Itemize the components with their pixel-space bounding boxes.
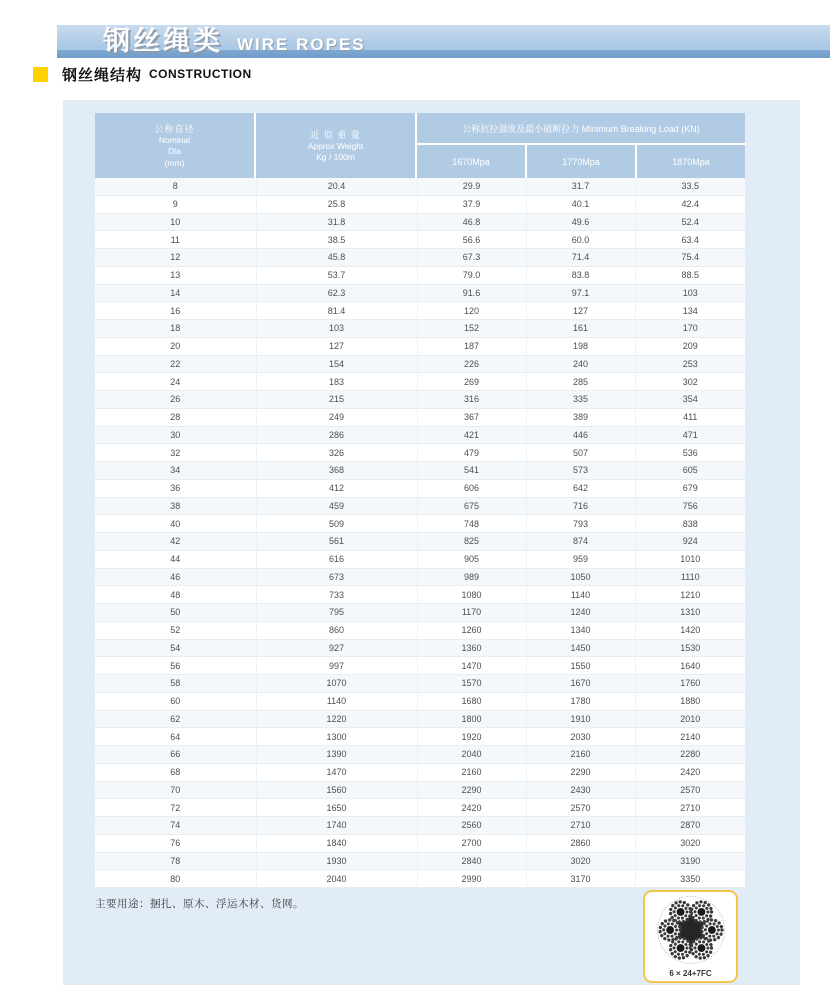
table-cell: 1780 [526,692,635,710]
table-cell: 1740 [256,817,417,835]
table-cell: 187 [417,337,526,355]
table-cell: 215 [256,391,417,409]
table-row [95,834,745,852]
table-cell: 616 [256,550,417,568]
table-cell: 33.5 [635,178,745,195]
table-cell: 36 [95,479,256,497]
table-cell: 1140 [526,586,635,604]
table-cell: 1220 [256,710,417,728]
table-row [95,728,745,746]
table-row [95,408,745,426]
table-cell: 63.4 [635,231,745,249]
table-cell: 72 [95,799,256,817]
table-cell: 12 [95,249,256,267]
table-row [95,692,745,710]
table-cell: 42.4 [635,195,745,213]
table-cell: 1840 [256,834,417,852]
table-cell: 54 [95,639,256,657]
table-cell: 170 [635,320,745,338]
table-cell: 1800 [417,710,526,728]
table-cell: 42 [95,533,256,551]
table-cell: 679 [635,479,745,497]
table-cell: 2710 [526,817,635,835]
table-cell: 8 [95,178,256,195]
header-weight-en1: Approx Weight [307,140,364,151]
table-cell: 91.6 [417,284,526,302]
table-cell: 30 [95,426,256,444]
table-cell: 79.0 [417,266,526,284]
header-diameter-en3: (mm) [164,157,185,168]
table-cell: 959 [526,550,635,568]
section-title-en: CONSTRUCTION [149,67,252,81]
table-cell: 3020 [526,852,635,870]
table-cell: 997 [256,657,417,675]
table-cell: 756 [635,497,745,515]
table-row [95,266,745,284]
table-cell: 13 [95,266,256,284]
spec-table [95,178,745,888]
table-cell: 38 [95,497,256,515]
table-cell: 2140 [635,728,745,746]
table-cell: 226 [417,355,526,373]
table-row [95,710,745,728]
table-cell: 368 [256,462,417,480]
table-cell: 58 [95,675,256,693]
table-cell: 673 [256,568,417,586]
header-grade-1870: 1870Mpa [637,145,745,178]
table-cell: 161 [526,320,635,338]
table-cell: 748 [417,515,526,533]
table-cell: 3170 [526,870,635,888]
table-cell: 26 [95,391,256,409]
table-cell: 825 [417,533,526,551]
table-cell: 927 [256,639,417,657]
table-cell: 1210 [635,586,745,604]
header-min-breaking-load: 公称抗拉强度及最小破断拉力 Minimum Breaking Load (KN) [417,113,745,143]
table-cell: 1110 [635,568,745,586]
table-cell: 52 [95,621,256,639]
table-cell: 34 [95,462,256,480]
table-cell: 127 [526,302,635,320]
table-cell: 80 [95,870,256,888]
table-cell: 2860 [526,834,635,852]
table-cell: 1470 [417,657,526,675]
table-cell: 367 [417,408,526,426]
table-cell: 40.1 [526,195,635,213]
table-cell: 60 [95,692,256,710]
table-cell: 509 [256,515,417,533]
spec-table-body [95,178,745,888]
header-grade-1770: 1770Mpa [527,145,635,178]
table-row [95,462,745,480]
table-cell: 3020 [635,834,745,852]
table-row [95,763,745,781]
table-cell: 78 [95,852,256,870]
table-row [95,284,745,302]
table-cell: 56 [95,657,256,675]
table-cell: 2710 [635,799,745,817]
table-cell: 316 [417,391,526,409]
table-row [95,852,745,870]
table-cell: 22 [95,355,256,373]
table-cell: 83.8 [526,266,635,284]
table-cell: 3190 [635,852,745,870]
table-cell: 48 [95,586,256,604]
table-cell: 1240 [526,604,635,622]
table-cell: 240 [526,355,635,373]
table-row [95,639,745,657]
table-cell: 1080 [417,586,526,604]
table-cell: 1670 [526,675,635,693]
table-cell: 1390 [256,746,417,764]
table-row [95,746,745,764]
table-row [95,586,745,604]
table-row [95,550,745,568]
table-cell: 154 [256,355,417,373]
page-banner [57,25,830,58]
table-cell: 2700 [417,834,526,852]
table-cell: 1420 [635,621,745,639]
table-row [95,604,745,622]
table-cell: 605 [635,462,745,480]
table-cell: 75.4 [635,249,745,267]
table-cell: 2280 [635,746,745,764]
table-row [95,444,745,462]
table-cell: 31.7 [526,178,635,195]
table-cell: 838 [635,515,745,533]
table-cell: 2840 [417,852,526,870]
table-cell: 573 [526,462,635,480]
spec-table-header [95,113,745,178]
table-cell: 924 [635,533,745,551]
table-cell: 2420 [417,799,526,817]
table-cell: 479 [417,444,526,462]
table-cell: 62 [95,710,256,728]
table-cell: 31.8 [256,213,417,231]
table-cell: 286 [256,426,417,444]
table-cell: 2870 [635,817,745,835]
table-cell: 18 [95,320,256,338]
table-cell: 1920 [417,728,526,746]
table-cell: 1360 [417,639,526,657]
table-cell: 860 [256,621,417,639]
table-cell: 56.6 [417,231,526,249]
table-cell: 152 [417,320,526,338]
table-cell: 9 [95,195,256,213]
table-cell: 507 [526,444,635,462]
header-diameter-zh: 公称直径 [154,123,195,134]
table-cell: 37.9 [417,195,526,213]
table-cell: 10 [95,213,256,231]
table-row [95,675,745,693]
table-cell: 326 [256,444,417,462]
table-row [95,391,745,409]
table-cell: 62.3 [256,284,417,302]
table-row [95,426,745,444]
table-cell: 67.3 [417,249,526,267]
table-cell: 1070 [256,675,417,693]
usage-note: 主要用途：捆扎、原木、浮运木材、货网。 [95,898,304,910]
table-cell: 561 [256,533,417,551]
table-cell: 2570 [526,799,635,817]
table-cell: 64 [95,728,256,746]
table-row [95,213,745,231]
table-cell: 1340 [526,621,635,639]
table-cell: 1880 [635,692,745,710]
table-cell: 28 [95,408,256,426]
table-cell: 2560 [417,817,526,835]
table-cell: 103 [256,320,417,338]
table-cell: 411 [635,408,745,426]
table-cell: 40 [95,515,256,533]
table-cell: 20.4 [256,178,417,195]
table-cell: 253 [635,355,745,373]
yellow-bullet-icon [33,67,48,82]
table-row [95,533,745,551]
table-cell: 1930 [256,852,417,870]
table-cell: 1300 [256,728,417,746]
table-cell: 81.4 [256,302,417,320]
table-cell: 793 [526,515,635,533]
table-cell: 249 [256,408,417,426]
table-cell: 354 [635,391,745,409]
table-cell: 53.7 [256,266,417,284]
table-cell: 389 [526,408,635,426]
table-cell: 1650 [256,799,417,817]
table-cell: 60.0 [526,231,635,249]
table-cell: 2990 [417,870,526,888]
rope-cross-section-icon [653,894,729,966]
header-weight-zh: 近 似 重 量 [310,129,361,140]
table-cell: 269 [417,373,526,391]
table-cell: 1570 [417,675,526,693]
table-cell: 1470 [256,763,417,781]
table-cell: 874 [526,533,635,551]
table-row [95,302,745,320]
table-cell: 675 [417,497,526,515]
table-cell: 2430 [526,781,635,799]
table-cell: 1910 [526,710,635,728]
table-cell: 1680 [417,692,526,710]
table-cell: 1140 [256,692,417,710]
table-cell: 2030 [526,728,635,746]
table-cell: 50 [95,604,256,622]
table-cell: 1760 [635,675,745,693]
table-cell: 68 [95,763,256,781]
table-cell: 302 [635,373,745,391]
table-cell: 88.5 [635,266,745,284]
table-cell: 1530 [635,639,745,657]
table-cell: 1560 [256,781,417,799]
table-cell: 66 [95,746,256,764]
table-cell: 2570 [635,781,745,799]
table-cell: 1260 [417,621,526,639]
table-cell: 49.6 [526,213,635,231]
table-row [95,781,745,799]
table-cell: 1050 [526,568,635,586]
table-cell: 127 [256,337,417,355]
table-row [95,817,745,835]
table-row [95,337,745,355]
header-nominal-diameter [95,113,254,178]
table-cell: 76 [95,834,256,852]
table-row [95,621,745,639]
table-cell: 2160 [417,763,526,781]
table-cell: 44 [95,550,256,568]
table-row [95,870,745,888]
table-row [95,515,745,533]
table-cell: 541 [417,462,526,480]
header-approx-weight [256,113,415,178]
section-title-zh: 钢丝绳结构 [62,66,143,84]
table-cell: 71.4 [526,249,635,267]
table-cell: 46.8 [417,213,526,231]
table-cell: 14 [95,284,256,302]
table-cell: 421 [417,426,526,444]
table-row [95,249,745,267]
table-cell: 716 [526,497,635,515]
section-heading [33,64,252,84]
table-cell: 74 [95,817,256,835]
header-weight-en2: Kg / 100m [316,152,355,162]
table-row [95,231,745,249]
table-cell: 52.4 [635,213,745,231]
table-cell: 2040 [256,870,417,888]
table-cell: 733 [256,586,417,604]
table-cell: 989 [417,568,526,586]
table-row [95,320,745,338]
table-cell: 1310 [635,604,745,622]
table-cell: 2010 [635,710,745,728]
header-grade-1670: 1670Mpa [417,145,525,178]
rope-construction-box [643,890,738,983]
table-cell: 70 [95,781,256,799]
table-cell: 46 [95,568,256,586]
table-cell: 3350 [635,870,745,888]
table-row [95,657,745,675]
table-cell: 1170 [417,604,526,622]
table-cell: 2160 [526,746,635,764]
table-cell: 29.9 [417,178,526,195]
table-cell: 11 [95,231,256,249]
table-row [95,373,745,391]
table-cell: 1550 [526,657,635,675]
table-cell: 198 [526,337,635,355]
table-cell: 285 [526,373,635,391]
table-cell: 120 [417,302,526,320]
table-row [95,355,745,373]
table-cell: 25.8 [256,195,417,213]
table-cell: 642 [526,479,635,497]
table-row [95,497,745,515]
table-cell: 2420 [635,763,745,781]
table-cell: 1450 [526,639,635,657]
table-row [95,178,745,195]
table-cell: 1010 [635,550,745,568]
table-cell: 2290 [526,763,635,781]
table-row [95,568,745,586]
table-cell: 2040 [417,746,526,764]
table-cell: 459 [256,497,417,515]
table-cell: 471 [635,426,745,444]
table-cell: 905 [417,550,526,568]
table-cell: 32 [95,444,256,462]
table-cell: 24 [95,373,256,391]
table-cell: 20 [95,337,256,355]
banner-title-zh: 钢丝绳类 [103,26,223,56]
table-row [95,195,745,213]
table-cell: 183 [256,373,417,391]
rope-construction-label: 6 × 24+7FC [669,969,712,978]
table-cell: 536 [635,444,745,462]
table-cell: 795 [256,604,417,622]
table-row [95,799,745,817]
table-cell: 45.8 [256,249,417,267]
table-cell: 97.1 [526,284,635,302]
header-diameter-en2: Dia [168,146,181,157]
table-cell: 16 [95,302,256,320]
table-cell: 446 [526,426,635,444]
table-cell: 2290 [417,781,526,799]
table-cell: 606 [417,479,526,497]
table-row [95,479,745,497]
table-cell: 134 [635,302,745,320]
table-cell: 1640 [635,657,745,675]
table-cell: 412 [256,479,417,497]
table-cell: 335 [526,391,635,409]
table-cell: 38.5 [256,231,417,249]
table-cell: 209 [635,337,745,355]
banner-title-en: WIRE ROPES [237,35,366,54]
header-diameter-en1: Nominal [158,134,191,145]
table-cell: 103 [635,284,745,302]
